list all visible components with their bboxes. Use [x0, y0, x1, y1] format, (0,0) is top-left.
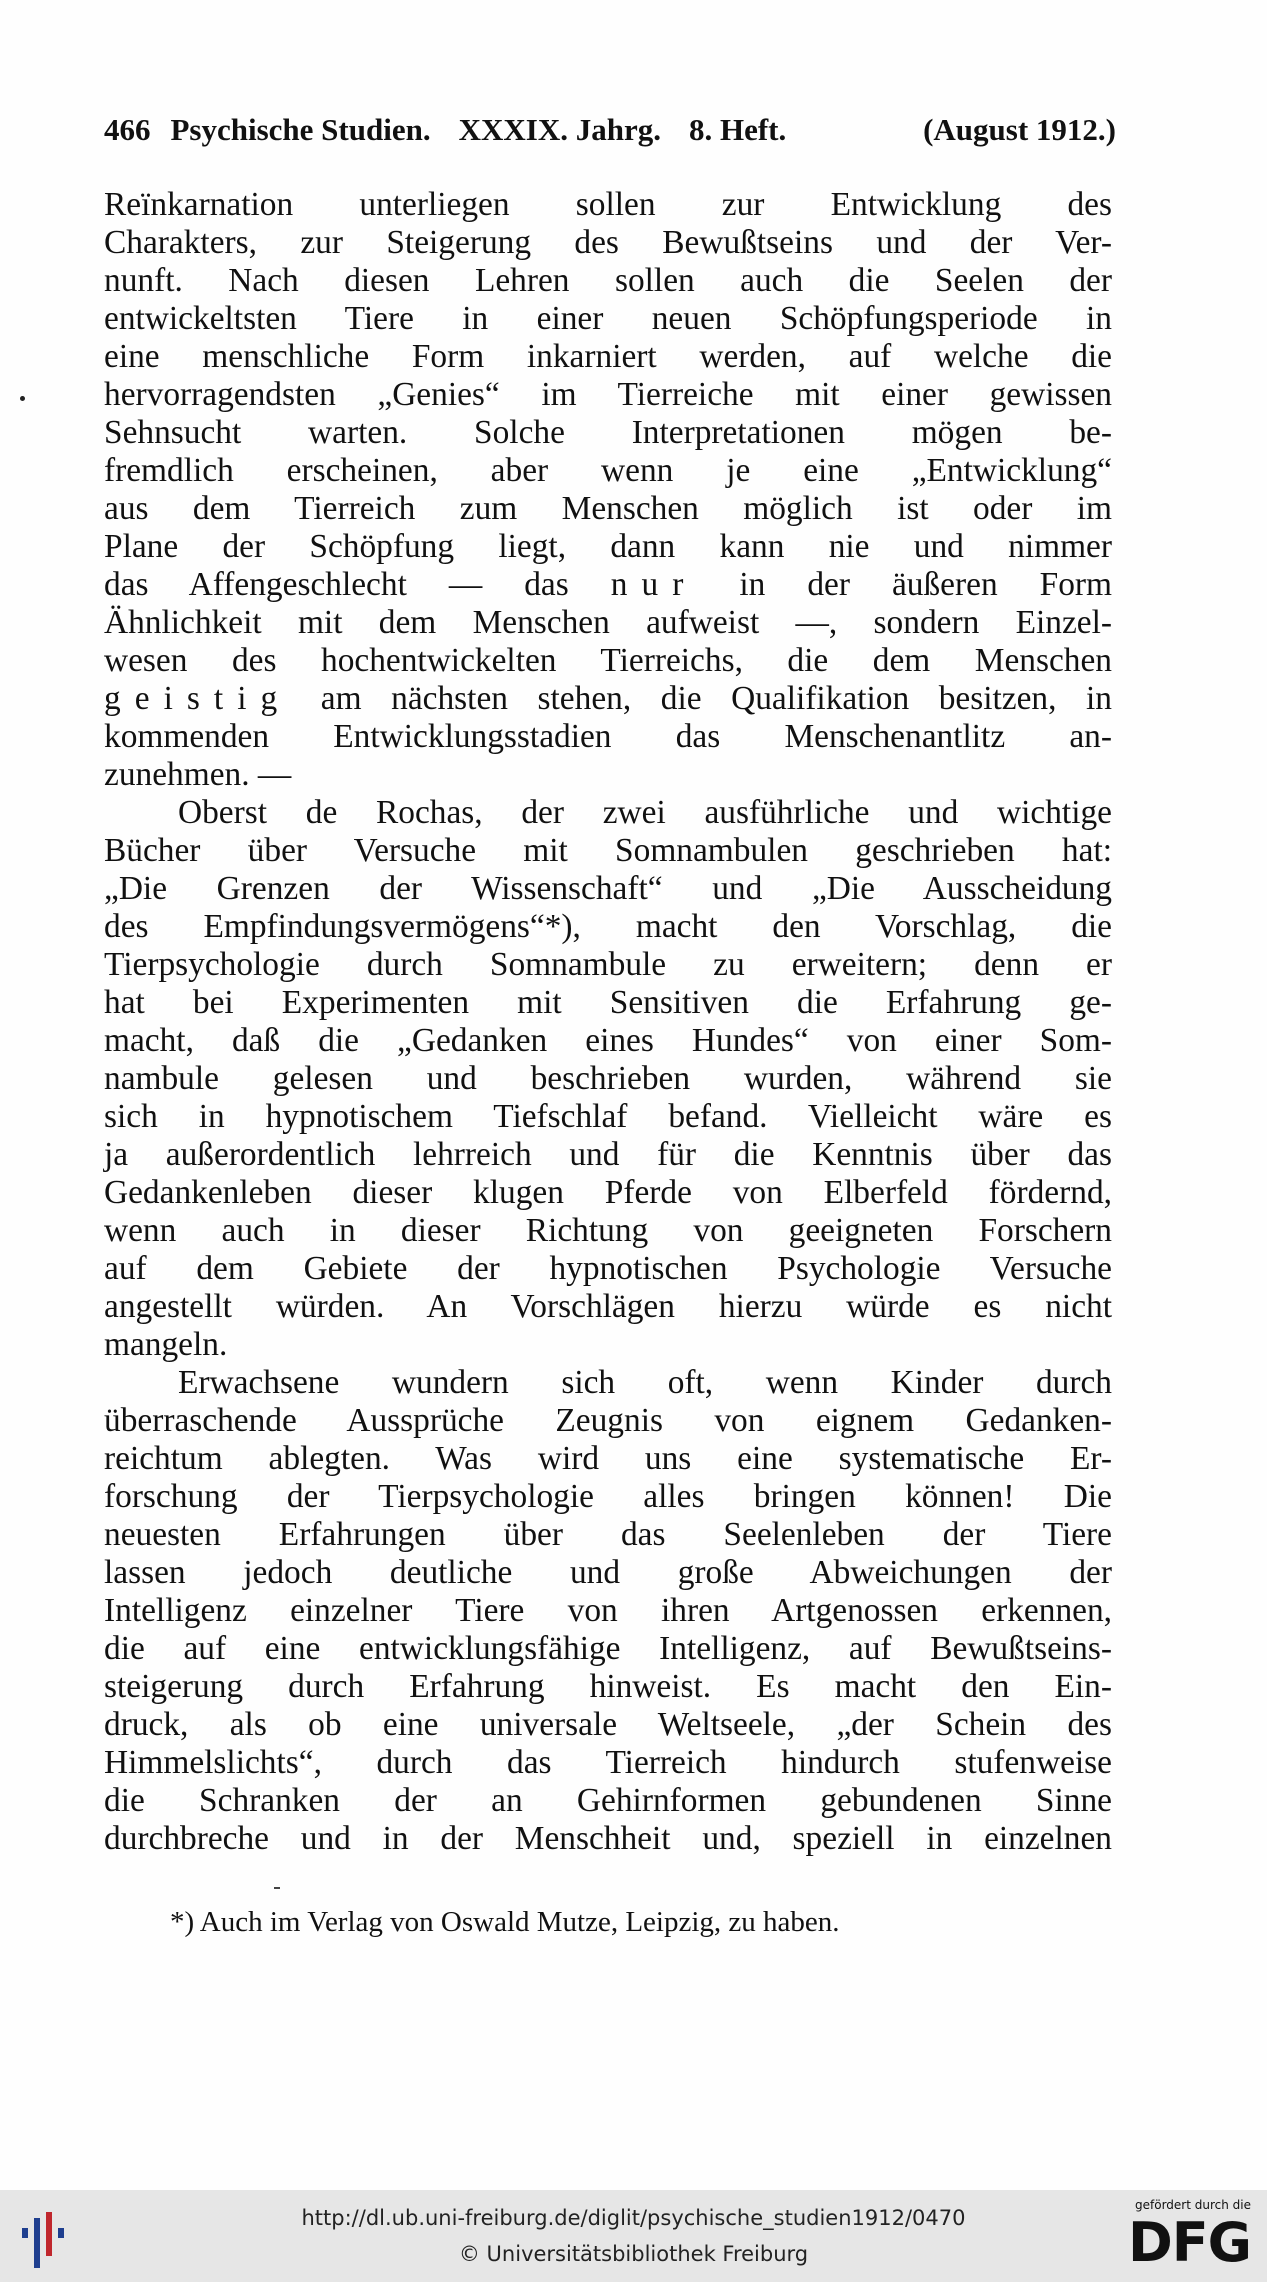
text-line: hat bei Experimenten mit Sensitiven die Erfahrung ge- — [104, 984, 1112, 1021]
text-line: sich in hypnotischem Tiefschlaf befand. Vielleicht wäre es — [104, 1098, 1112, 1135]
text-line: durchbreche und in der Menschheit und, speziell in einzelnen — [104, 1820, 1112, 1857]
issue-label: 8. Heft. — [688, 112, 787, 147]
text-line: Oberst de Rochas, der zwei ausführliche und wichtige — [178, 794, 1112, 831]
text-line: Ähnlichkeit mit dem Menschen aufweist —, sondern Einzel- — [104, 604, 1112, 641]
footnote-rule — [274, 1887, 280, 1889]
text-line: Intelligenz einzelner Tiere von ihren Artgenossen erkennen, — [104, 1592, 1112, 1629]
text-line: steigerung durch Erfahrung hinweist. Es macht den Ein- — [104, 1668, 1112, 1705]
text-line: die auf eine entwicklungsfähige Intelligenz, auf Bewußtseins- — [104, 1630, 1112, 1667]
text-line: „Die Grenzen der Wissenschaft“ und „Die Ausscheidung — [104, 870, 1112, 907]
issue-date: (August 1912.) — [923, 112, 1116, 147]
text-line: fremdlich erscheinen, aber wenn je eine „Entwicklung“ — [104, 452, 1112, 489]
spaced-emphasis: nur — [610, 566, 698, 603]
text-line: Tierpsychologie durch Somnambule zu erweitern; denn er — [104, 946, 1112, 983]
footnote: *) Auch im Verlag von Oswald Mutze, Leipzig, zu haben. — [170, 1906, 840, 1938]
text-line: Sehnsucht warten. Solche Interpretationen mögen be- — [104, 414, 1112, 451]
dfg-tagline: gefördert durch die — [1135, 2198, 1251, 2212]
copyright-notice: © Universitätsbibliothek Freiburg — [458, 2242, 809, 2266]
text-line: zunehmen. — — [104, 756, 292, 793]
dfg-funding-logo — [1121, 2198, 1251, 2278]
text-line: auf dem Gebiete der hypnotischen Psychologie Versuche — [104, 1250, 1112, 1287]
text-line: Plane der Schöpfung liegt, dann kann nie und nimmer — [104, 528, 1112, 565]
text-line: die Schranken der an Gehirnformen gebundenen Sinne — [104, 1782, 1112, 1819]
source-url-link[interactable]: http://dl.ub.uni-freiburg.de/diglit/psychische_studien1912/0470 — [301, 2206, 966, 2230]
text-line: entwickeltsten Tiere in einer neuen Schöpfungsperiode in — [104, 300, 1112, 337]
text-line: überraschende Aussprüche Zeugnis von eignem Gedanken- — [104, 1402, 1112, 1439]
text-line: Charakters, zur Steigerung des Bewußtseins und der Ver- — [104, 224, 1112, 261]
text-line: macht, daß die „Gedanken eines Hundes“ von einer Som- — [104, 1022, 1112, 1059]
text-line: mangeln. — [104, 1326, 228, 1363]
text-line: nunft. Nach diesen Lehren sollen auch die Seelen der — [104, 262, 1112, 299]
running-header — [104, 112, 1116, 160]
text-line: druck, als ob eine universale Weltseele, „der Schein des — [104, 1706, 1112, 1743]
text-line: eine menschliche Form inkarniert werden, auf welche die — [104, 338, 1112, 375]
dfg-logo-text: DFG — [1127, 2211, 1251, 2274]
journal-title: Psychische Studien. — [170, 112, 431, 147]
text-line: kommenden Entwicklungsstadien das Menschenantlitz an- — [104, 718, 1112, 755]
spaced-emphasis: geistig — [104, 680, 292, 717]
text-line: Gedankenleben dieser klugen Pferde von Elberfeld fördernd, — [104, 1174, 1112, 1211]
text-line: angestellt würden. An Vorschlägen hierzu würde es nicht — [104, 1288, 1112, 1325]
text-line: aus dem Tierreich zum Menschen möglich ist oder im — [104, 490, 1112, 527]
page-number: 466 — [104, 112, 151, 147]
viewer-footer — [0, 2190, 1267, 2282]
text-line: geistig am nächsten stehen, die Qualifikation besitzen, in — [104, 680, 1112, 717]
text-line: nambule gelesen und beschrieben wurden, während sie — [104, 1060, 1112, 1097]
volume-label: XXXIX. Jahrg. — [458, 112, 661, 147]
text-line: ja außerordentlich lehrreich und für die Kenntnis über das — [104, 1136, 1112, 1173]
text-line: das Affengeschlecht — das nur in der äußeren Form — [104, 566, 1112, 603]
text-line: Reïnkarnation unterliegen sollen zur Entwicklung des — [104, 186, 1112, 223]
text-line: forschung der Tierpsychologie alles bringen können! Die — [104, 1478, 1112, 1515]
text-line: neuesten Erfahrungen über das Seelenleben der Tiere — [104, 1516, 1112, 1553]
text-line: reichtum ablegten. Was wird uns eine systematische Er- — [104, 1440, 1112, 1477]
text-line: lassen jedoch deutliche und große Abweichungen der — [104, 1554, 1112, 1591]
body-text — [104, 186, 1112, 1858]
text-line: Erwachsene wundern sich oft, wenn Kinder durch — [178, 1364, 1112, 1401]
text-line: wenn auch in dieser Richtung von geeigneten Forschern — [104, 1212, 1112, 1249]
text-line: hervorragendsten „Genies“ im Tierreiche mit einer gewissen — [104, 376, 1112, 413]
text-line: des Empfindungsvermögens“*), macht den Vorschlag, die — [104, 908, 1112, 945]
margin-mark — [20, 396, 25, 401]
text-line: wesen des hochentwickelten Tierreichs, die dem Menschen — [104, 642, 1112, 679]
text-line: Bücher über Versuche mit Somnambulen geschrieben hat: — [104, 832, 1112, 869]
text-line: Himmelslichts“, durch das Tierreich hindurch stufenweise — [104, 1744, 1112, 1781]
